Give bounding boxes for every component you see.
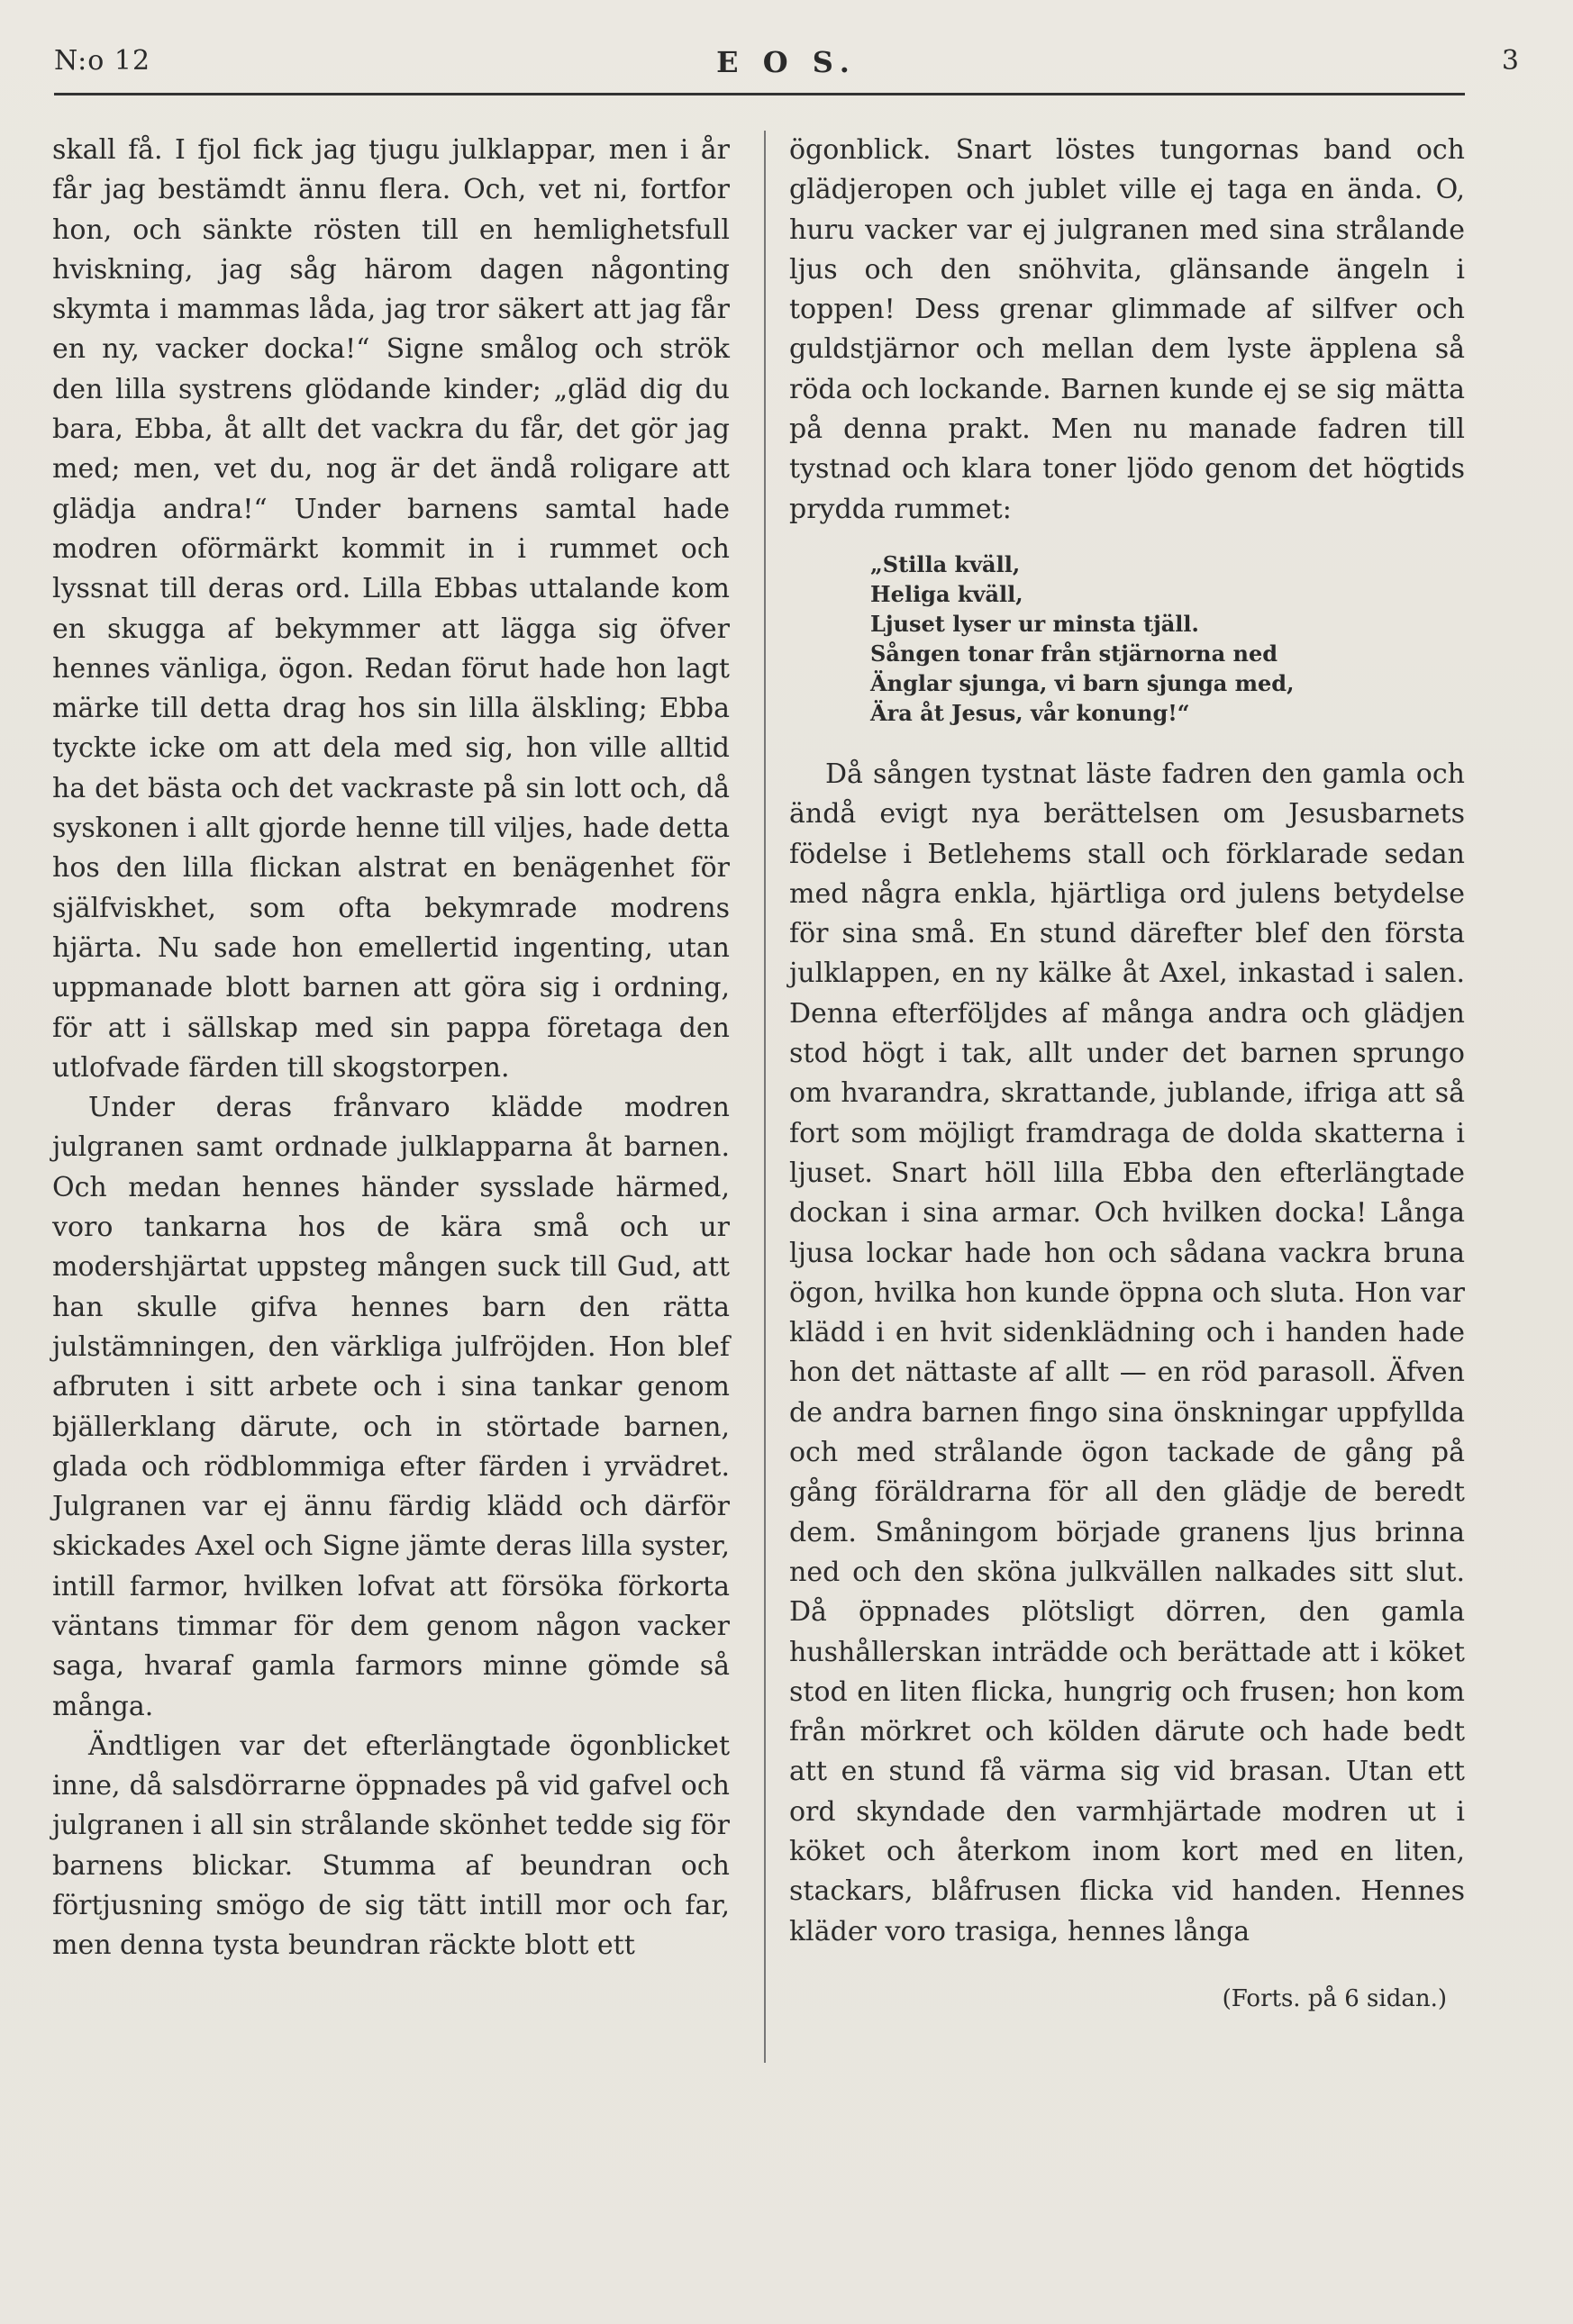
issue-number: N:o 12: [54, 45, 151, 77]
publication-title: E O S.: [716, 45, 857, 79]
column-divider: [764, 131, 766, 2063]
poem-line: „Stilla kväll,: [870, 550, 1021, 577]
continuation-note: (Forts. på 6 sidan.): [1222, 1984, 1447, 2012]
right-paragraph-before-poem: ögonblick. Snart löstes tungornas band och glädjeropen och jublet ville ej taga en ända. O, huru vacker var ej julgranen med sina strålande ljus och den snöhvita, glänsande ängeln i toppen! Dess grenar glimmade af silfver och guldstjärnor och mellan dem lyste äpplena så röda och lockande. Barnen kunde ej se sig mätta på denna prakt. Men nu manade fadren till tystnad och klara toner ljödo genom det högtids prydda rummet:: [789, 134, 1465, 525]
poem-line: Ljuset lyser ur minsta tjäll.: [870, 610, 1199, 637]
left-paragraph-1: skall få. I fjol fick jag tjugu julklappar, men i år får jag bestämdt ännu flera. Och, vet ni, fortfor hon, och sänkte rösten till en hemlighetsfull hviskning, jag såg härom dagen någonting skymta i mammas låda, jag tror säkert att jag får en ny, vacker docka!“ Signe smålog och strök den lilla systrens glödande kinder; „gläd dig du bara, Ebba, åt allt det vackra du får, det gör jag med; men, vet du, nog är det ändå roligare att glädja andra!“ Under barnens samtal hade modren oförmärkt kommit in i rummet och lyssnat till deras ord. Lilla Ebbas uttalande kom en skugga af bekymmer att lägga sig öfver hennes vänliga, ögon. Redan förut hade hon lagt märke till detta drag hos sin lilla älskling; Ebba tyckte icke om att dela med sig, hon ville alltid ha det bästa och det vackraste på sin lott och, då syskonen i allt gjorde henne till viljes, hade detta hos den lilla flickan alstrat en benägenhet för själfviskhet, som ofta bekymrade modrens hjärta. Nu sade hon emellertid ingenting, utan uppmanade blott barnen att göra sig i ordning, för att i sällskap med sin pappa företaga den utlofvade färden till skogstorpen.: [52, 134, 730, 1084]
left-column: [52, 131, 730, 1966]
page-number: 3: [1501, 45, 1519, 77]
left-paragraph-2: Under deras frånvaro klädde modren julgranen samt ordnade julklapparna åt barnen. Och medan hennes händer sysslade härmed, voro tankarna hos de kära små och ur modershjärtat uppsteg mången suck till Gud, att han skulle gifva hennes barn den rätta julstämningen, den värkliga julfröjden. Hon blef afbruten i sitt arbete och i sina tankar genom bjällerklang därute, och in störtade barnen, glada och rödblommiga efter färden i yrvädret. Julgranen var ej ännu färdig klädd och därför skickades Axel och Signe jämte deras lilla syster, intill farmor, hvilken lofvat att försöka förkorta väntans timmar för dem genom någon vacker saga, hvaraf gamla farmors minne gömde så många.: [52, 1092, 730, 1722]
poem-line: Ära åt Jesus, vår konung!“: [870, 699, 1190, 726]
poem-line: Änglar sjunga, vi barn sjunga med,: [870, 669, 1295, 696]
page-header: [54, 45, 1519, 90]
left-paragraph-3: Ändtligen var det efterlängtade ögonblicket inne, då salsdörrarne öppnades på vid gafvel och julgranen i all sin strålande skönhet tedde sig för barnens blickar. Stumma af beundran och förtjusning smögo de sig tätt intill mor och far, men denna tysta beundran räckte blott ett: [52, 1729, 730, 1962]
header-rule: [54, 93, 1465, 95]
christmas-poem: [870, 549, 1465, 728]
poem-line: Sången tonar från stjärnorna ned: [870, 640, 1278, 667]
poem-line: Heliga kväll,: [870, 580, 1023, 607]
right-paragraph-after-poem: Då sången tystnat läste fadren den gamla och ändå evigt nya berättelsen om Jesusbarnets födelse i Betlehems stall och förklarade sedan med några enkla, hjärtliga ord julens betydelse för sina små. En stund därefter blef den första julklappen, en ny kälke åt Axel, inkastad i salen. Denna efterföljdes af många andra och glädjen stod högt i tak, allt under det barnen sprungo om hvarandra, skrattande, jublande, ifriga att så fort som möjligt framdraga de dolda skatterna i ljuset. Snart höll lilla Ebba den efterlängtade dockan i sina armar. Och hvilken docka! Långa ljusa lockar hade hon och sådana vackra bruna ögon, hvilka hon kunde öppna och sluta. Hon var klädd i en hvit sidenklädning och i handen hade hon det nättaste af allt — en röd parasoll. Äfven de andra barnen fingo sina önskningar uppfyllda och med strålande ögon tackade de gång på gång föräldrarna för all den glädje de beredt dem. Småningom började granens ljus brinna ned och den sköna julkvällen nalkades sitt slut. Då öppnades plötsligt dörren, den gamla hushållerskan inträdde och berättade att i köket stod en liten flicka, hungrig och frusen; hon kom från mörkret och kölden därute och hade bedt att en stund få värma sig vid brasan. Utan ett ord skyndade den varmhjärtade modren ut i köket och återkom inom kort med en liten, stackars, blåfrusen flicka vid handen. Hennes kläder voro trasiga, hennes långa: [789, 758, 1465, 1947]
right-column: [789, 131, 1465, 2019]
